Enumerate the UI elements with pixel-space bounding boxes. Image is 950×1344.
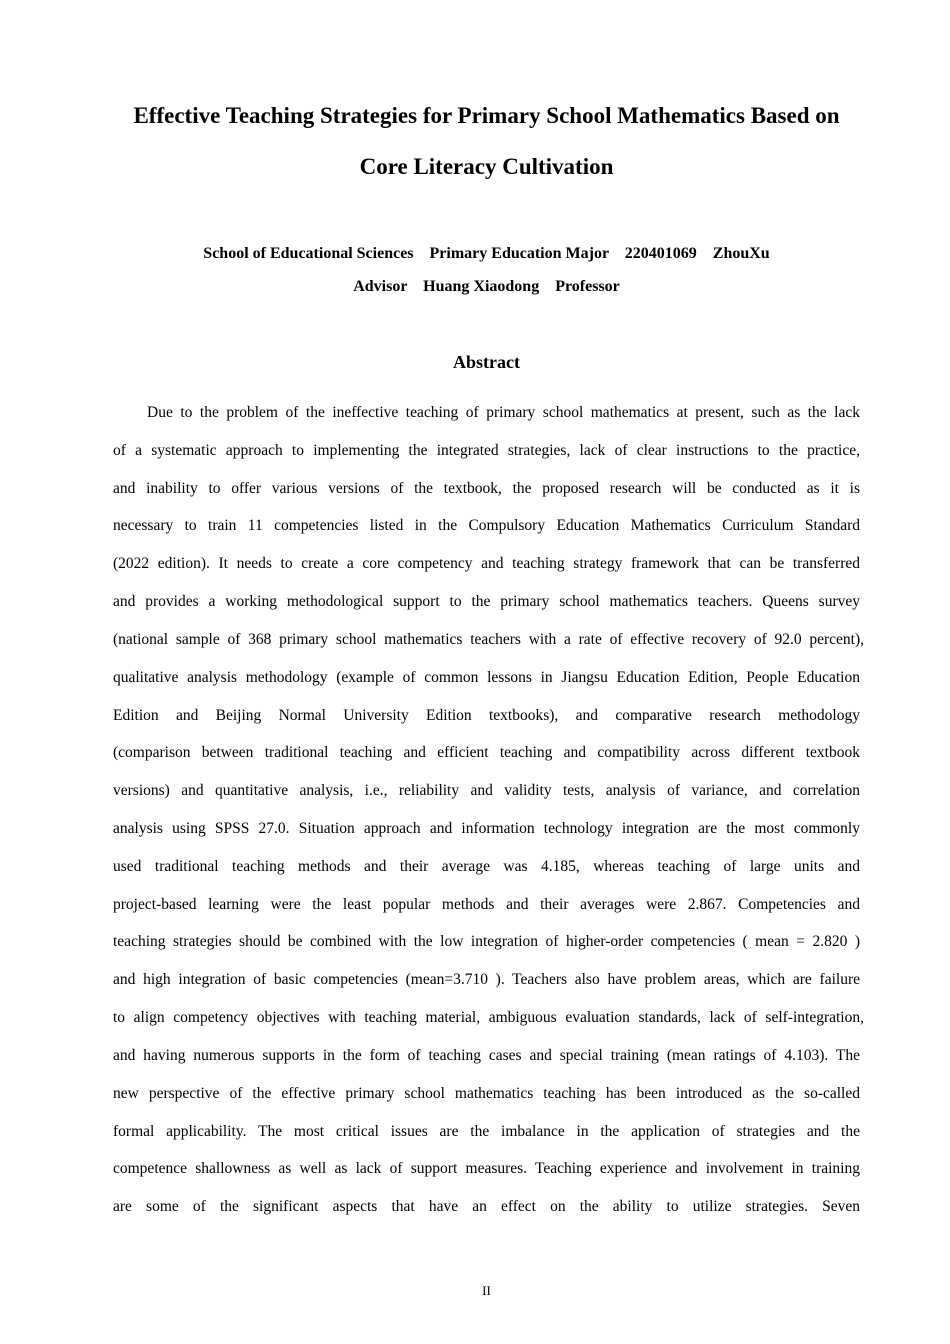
page-number: II	[482, 1283, 491, 1298]
abstract-line: (comparison between traditional teaching and efficient teaching and compatibility across different textbook	[113, 744, 860, 761]
abstract-line: and provides a working methodological support to the primary school mathematics teachers. Queens survey	[113, 593, 860, 610]
abstract-line: and high integration of basic competencies (mean=3.710 ). Teachers also have problem areas, which are failure	[113, 971, 860, 988]
abstract-line: necessary to train 11 competencies listed in the Compulsory Education Mathematics Curriculum Standard	[113, 517, 860, 534]
abstract-line: project-based learning were the least popular methods and their averages were 2.867. Competencies and	[113, 896, 860, 913]
advisor-info-line: Advisor Huang Xiaodong Professor	[353, 278, 620, 295]
title-line-1: Effective Teaching Strategies for Primary School Mathematics Based on	[133, 103, 840, 128]
abstract-line: and having numerous supports in the form of teaching cases and special training (mean ratings of 4.103). The	[113, 1047, 860, 1064]
title-line-2: Core Literacy Cultivation	[359, 154, 614, 179]
abstract-line: Edition and Beijing Normal University Edition textbooks), and comparative research methodology	[113, 707, 860, 724]
author-info-line: School of Educational Sciences Primary Education Major 220401069 ZhouXu	[203, 245, 770, 262]
abstract-line: to align competency objectives with teaching material, ambiguous evaluation standards, lack of self-integration,	[113, 1009, 864, 1026]
abstract-line: of a systematic approach to implementing the integrated strategies, lack of clear instructions to the practice,	[113, 442, 860, 459]
abstract-line: versions) and quantitative analysis, i.e., reliability and validity tests, analysis of variance, and correlation	[113, 782, 860, 799]
abstract-line: (2022 edition). It needs to create a core competency and teaching strategy framework that can be transferred	[113, 555, 860, 572]
abstract-line: and inability to offer various versions of the textbook, the proposed research will be conducted as it is	[113, 480, 860, 497]
abstract-heading: Abstract	[453, 352, 520, 372]
abstract-line: used traditional teaching methods and their average was 4.185, whereas teaching of large units and	[113, 858, 860, 875]
abstract-line: competence shallowness as well as lack of support measures. Teaching experience and involvement in training	[113, 1160, 860, 1177]
abstract-line: are some of the significant aspects that have an effect on the ability to utilize strategies. Seven	[113, 1198, 860, 1215]
abstract-line: new perspective of the effective primary school mathematics teaching has been introduced as the so-called	[113, 1085, 860, 1102]
abstract-line: qualitative analysis methodology (example of common lessons in Jiangsu Education Edition, People Education	[113, 669, 860, 686]
abstract-line: teaching strategies should be combined with the low integration of higher-order competencies ( mean = 2.820 )	[113, 933, 860, 950]
abstract-line: analysis using SPSS 27.0. Situation approach and information technology integration are the most commonly	[113, 820, 860, 837]
abstract-line: (national sample of 368 primary school mathematics teachers with a rate of effective recovery of 92.0 percent),	[113, 631, 864, 648]
abstract-line: Due to the problem of the ineffective teaching of primary school mathematics at present, such as the lack	[147, 404, 860, 421]
abstract-line: formal applicability. The most critical issues are the imbalance in the application of strategies and the	[113, 1123, 860, 1140]
